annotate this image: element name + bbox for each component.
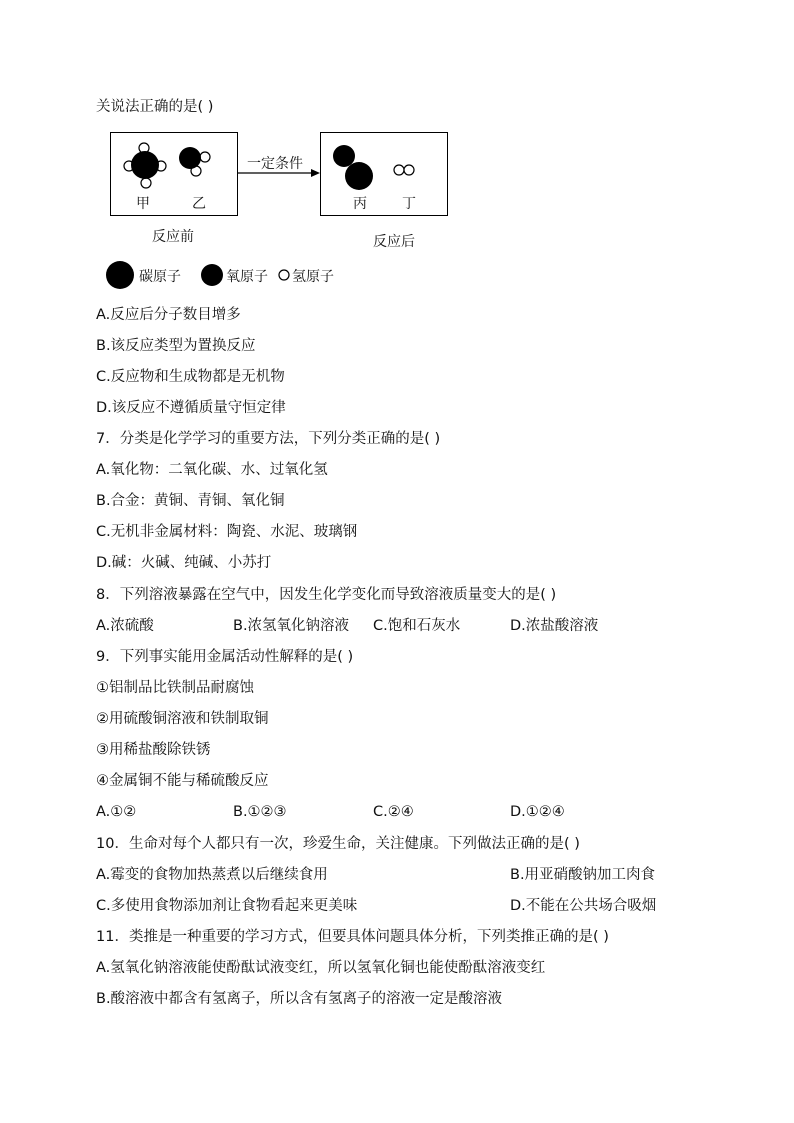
legend-oxygen-icon (201, 264, 223, 286)
q9-option-c: C.②④ (373, 804, 414, 820)
hydrogen-atom (404, 165, 414, 175)
q7-option-b: B.合金：黄铜、青铜、氧化铜 (96, 493, 285, 509)
q6-option-a: A.反应后分子数目增多 (96, 307, 241, 323)
legend-hydrogen-label: 氢原子 (292, 269, 334, 285)
molecule-ding (394, 165, 414, 175)
arrow-label: 一定条件 (247, 156, 303, 172)
q6-stem-tail: 关说法正确的是( ) (96, 99, 214, 115)
q8-stem: 8．下列溶液暴露在空气中，因发生化学变化而导致溶液质量变大的是( ) (96, 587, 557, 603)
q9-fact-1: ①铝制品比铁制品耐腐蚀 (96, 680, 254, 696)
carbon-atom (345, 162, 373, 190)
q10-option-a: A.霉变的食物加热蒸煮以后继续食用 (96, 867, 328, 883)
q9-fact-3: ③用稀盐酸除铁锈 (96, 742, 211, 758)
legend-carbon-label: 碳原子 (139, 269, 181, 285)
q6-option-c: C.反应物和生成物都是无机物 (96, 369, 285, 385)
q7-stem: 7．分类是化学学习的重要方法，下列分类正确的是( ) (96, 431, 441, 447)
oxygen-atom (333, 145, 355, 167)
q7-option-d: D.碱：火碱、纯碱、小苏打 (96, 555, 272, 571)
q9-fact-2: ②用硫酸铜溶液和铁制取铜 (96, 711, 269, 727)
before-caption: 反应前 (152, 229, 194, 245)
molecule-bing (333, 145, 373, 190)
oxygen-atom (179, 147, 201, 169)
q11-option-b: B.酸溶液中都含有氢离子，所以含有氢离子的溶液一定是酸溶液 (96, 991, 503, 1007)
q9-stem: 9．下列事实能用金属活动性解释的是( ) (96, 649, 354, 665)
q8-option-a: A.浓硫酸 (96, 618, 154, 634)
q9-option-a: A.①② (96, 804, 137, 820)
molecule-yi (179, 147, 210, 176)
legend-carbon-icon (106, 261, 134, 289)
label-bing: 丙 (353, 196, 367, 212)
q9-option-d: D.①②④ (510, 804, 565, 820)
q9-option-b: B.①②③ (233, 804, 287, 820)
carbon-atom (131, 151, 159, 179)
q6-option-d: D.该反应不遵循质量守恒定律 (96, 400, 286, 416)
hydrogen-atom (200, 152, 210, 162)
hydrogen-atom (141, 178, 151, 188)
q8-option-d: D.浓盐酸溶液 (510, 618, 599, 634)
hydrogen-atom (394, 165, 404, 175)
q10-option-d: D.不能在公共场合吸烟 (510, 898, 657, 914)
q11-option-a: A.氢氧化钠溶液能使酚酞试液变红，所以氢氧化铜也能使酚酞溶液变红 (96, 960, 546, 976)
q9-fact-4: ④金属铜不能与稀硫酸反应 (96, 773, 269, 789)
q11-stem: 11．类推是一种重要的学习方式，但要具体问题具体分析，下列类推正确的是( ) (96, 929, 609, 945)
label-ding: 丁 (402, 196, 416, 212)
q10-option-b: B.用亚硝酸钠加工肉食 (510, 867, 656, 883)
label-yi: 乙 (192, 196, 206, 212)
molecule-jia (124, 143, 166, 188)
q7-option-a: A.氧化物：二氧化碳、水、过氧化氢 (96, 462, 328, 478)
q8-option-c: C.饱和石灰水 (373, 618, 461, 634)
q10-option-c: C.多使用食物添加剂让食物看起来更美味 (96, 898, 358, 914)
q6-option-b: B.该反应类型为置换反应 (96, 338, 256, 354)
label-jia: 甲 (136, 196, 150, 212)
after-caption: 反应后 (373, 234, 415, 250)
legend-oxygen-label: 氧原子 (226, 269, 268, 285)
q10-stem: 10．生命对每个人都只有一次，珍爱生命，关注健康。下列做法正确的是( ) (96, 836, 580, 852)
q7-option-c: C.无机非金属材料：陶瓷、水泥、玻璃钢 (96, 524, 358, 540)
legend-hydrogen-icon (279, 270, 289, 280)
q8-option-b: B.浓氢氧化钠溶液 (233, 618, 350, 634)
